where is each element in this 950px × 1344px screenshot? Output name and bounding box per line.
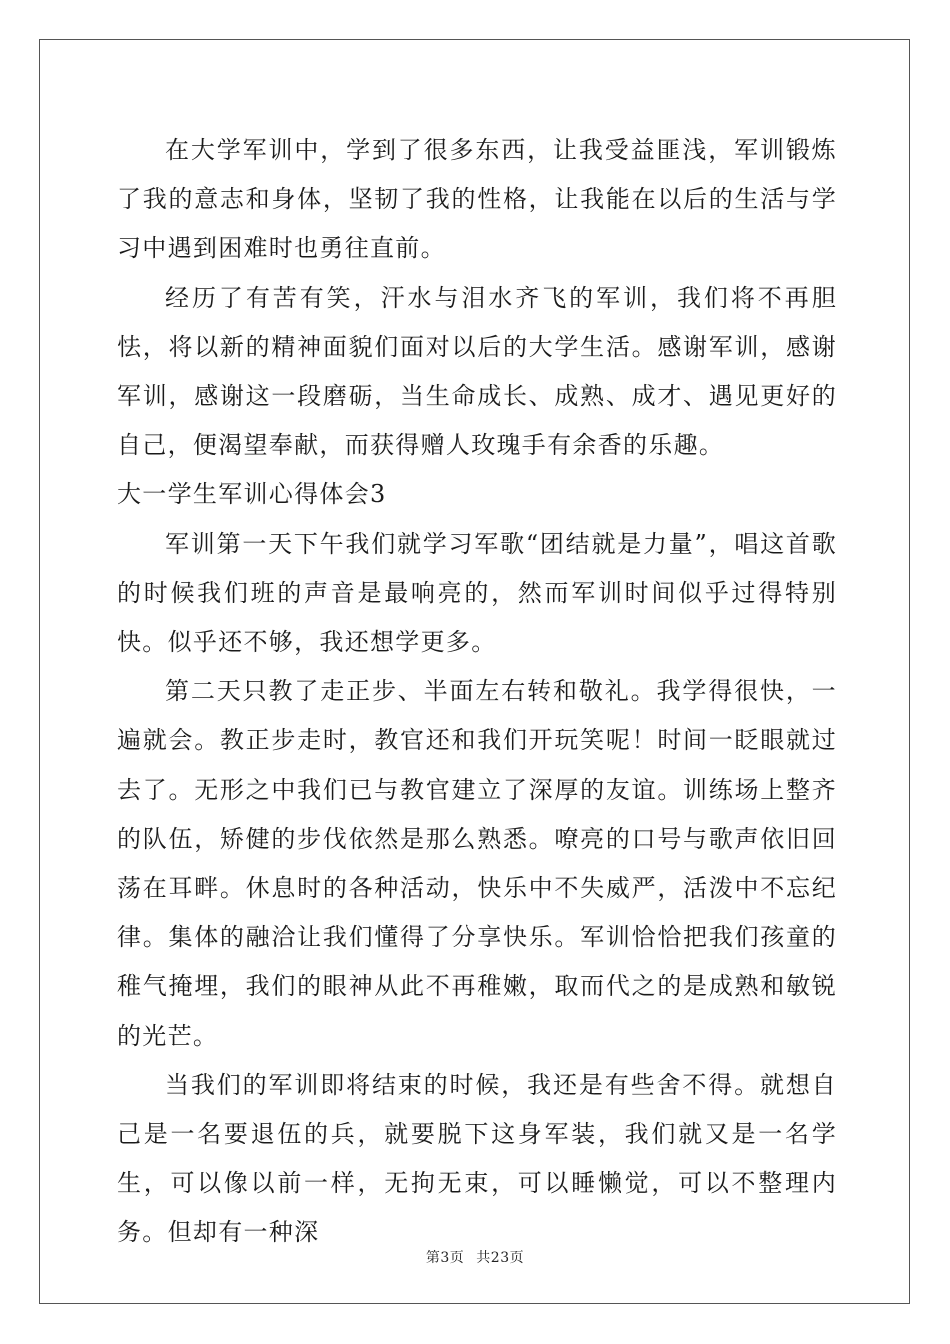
paragraph-2: 经历了有苦有笑，汗水与泪水齐飞的军训，我们将不再胆怯，将以新的精神面貌们面对以后的大学生活。感谢军训，感谢军训，感谢这一段磨砺，当生命成长、成熟、成才、遇见更好的自己，便渴望奉献，而获得赠人玫瑰手有余香的乐趣。 xyxy=(117,283,837,460)
page-number-total: 共23页 xyxy=(476,1250,525,1266)
page-footer xyxy=(0,1247,950,1267)
page-number-current: 第3页 xyxy=(425,1250,465,1266)
document-body xyxy=(117,126,837,1258)
paragraph-4: 第二天只教了走正步、半面左右转和敬礼。我学得很快，一遍就会。教正步走时，教官还和我们开玩笑呢！时间一眨眼就过去了。无形之中我们已与教官建立了深厚的友谊。训练场上整齐的队伍，矫健的步伐依然是那么熟悉。嘹亮的口号与歌声依旧回荡在耳畔。休息时的各种活动，快乐中不失威严，活泼中不忘纪律。集体的融洽让我们懂得了分享快乐。军训恰恰把我们孩童的稚气掩埋，我们的眼神从此不再稚嫩，取而代之的是成熟和敏锐的光芒。 xyxy=(117,677,837,1050)
section-title: 大一学生军训心得体会3 xyxy=(117,480,387,509)
paragraph-1: 在大学军训中，学到了很多东西，让我受益匪浅，军训锻炼了我的意志和身体，坚韧了我的性格，让我能在以后的生活与学习中遇到困难时也勇往直前。 xyxy=(117,136,837,263)
paragraph-5: 当我们的军训即将结束的时候，我还是有些舍不得。就想自己是一名要退伍的兵，就要脱下这身军装，我们就又是一名学生，可以像以前一样，无拘无束，可以睡懒觉，可以不整理内务。但却有一种深 xyxy=(117,1070,837,1247)
paragraph-3: 军训第一天下午我们就学习军歌“团结就是力量”，唱这首歌的时候我们班的声音是最响亮的，然而军训时间似乎过得特别快。似乎还不够，我还想学更多。 xyxy=(117,529,837,657)
